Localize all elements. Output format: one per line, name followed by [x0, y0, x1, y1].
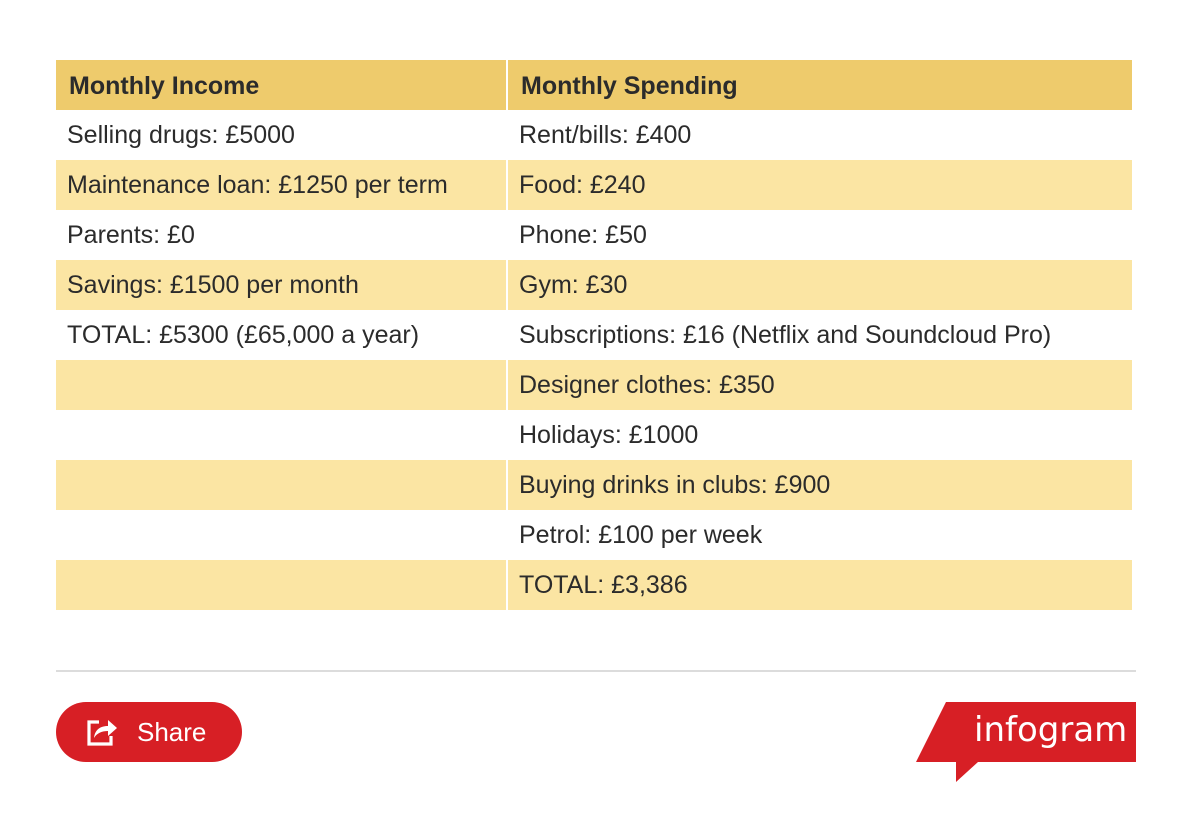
share-button[interactable] [56, 702, 242, 762]
spending-cell: Petrol: £100 per week [507, 510, 1132, 560]
column-header-spending: Monthly Spending [507, 60, 1132, 110]
income-cell [56, 460, 507, 510]
table-row [56, 410, 1132, 460]
share-icon [85, 716, 119, 748]
infogram-logo[interactable] [916, 702, 1136, 784]
spending-cell: Subscriptions: £16 (Netflix and Soundcloud Pro) [507, 310, 1132, 360]
income-cell: Maintenance loan: £1250 per term [56, 160, 507, 210]
income-cell: Parents: £0 [56, 210, 507, 260]
table-row [56, 210, 1132, 260]
table-header-row [56, 60, 1132, 110]
income-cell [56, 410, 507, 460]
table-row [56, 460, 1132, 510]
table-row [56, 160, 1132, 210]
table-row [56, 510, 1132, 560]
income-cell: Selling drugs: £5000 [56, 110, 507, 160]
income-cell: TOTAL: £5300 (£65,000 a year) [56, 310, 507, 360]
table-row [56, 310, 1132, 360]
spending-cell: Gym: £30 [507, 260, 1132, 310]
spending-cell: Buying drinks in clubs: £900 [507, 460, 1132, 510]
table-row [56, 260, 1132, 310]
footer-divider [56, 670, 1136, 672]
income-cell [56, 360, 507, 410]
table-body [56, 110, 1132, 610]
column-header-income: Monthly Income [56, 60, 507, 110]
spending-cell: Food: £240 [507, 160, 1132, 210]
table-row [56, 560, 1132, 610]
brand-wordmark: infogram [974, 710, 1128, 750]
table-row [56, 110, 1132, 160]
spending-cell: Designer clothes: £350 [507, 360, 1132, 410]
data-table-container [56, 60, 1132, 610]
spending-cell: TOTAL: £3,386 [507, 560, 1132, 610]
table-row [56, 360, 1132, 410]
spending-cell: Holidays: £1000 [507, 410, 1132, 460]
income-cell [56, 560, 507, 610]
spending-cell: Phone: £50 [507, 210, 1132, 260]
income-cell: Savings: £1500 per month [56, 260, 507, 310]
income-cell [56, 510, 507, 560]
share-label: Share [137, 717, 207, 747]
income-spending-table [56, 60, 1132, 610]
spending-cell: Rent/bills: £400 [507, 110, 1132, 160]
